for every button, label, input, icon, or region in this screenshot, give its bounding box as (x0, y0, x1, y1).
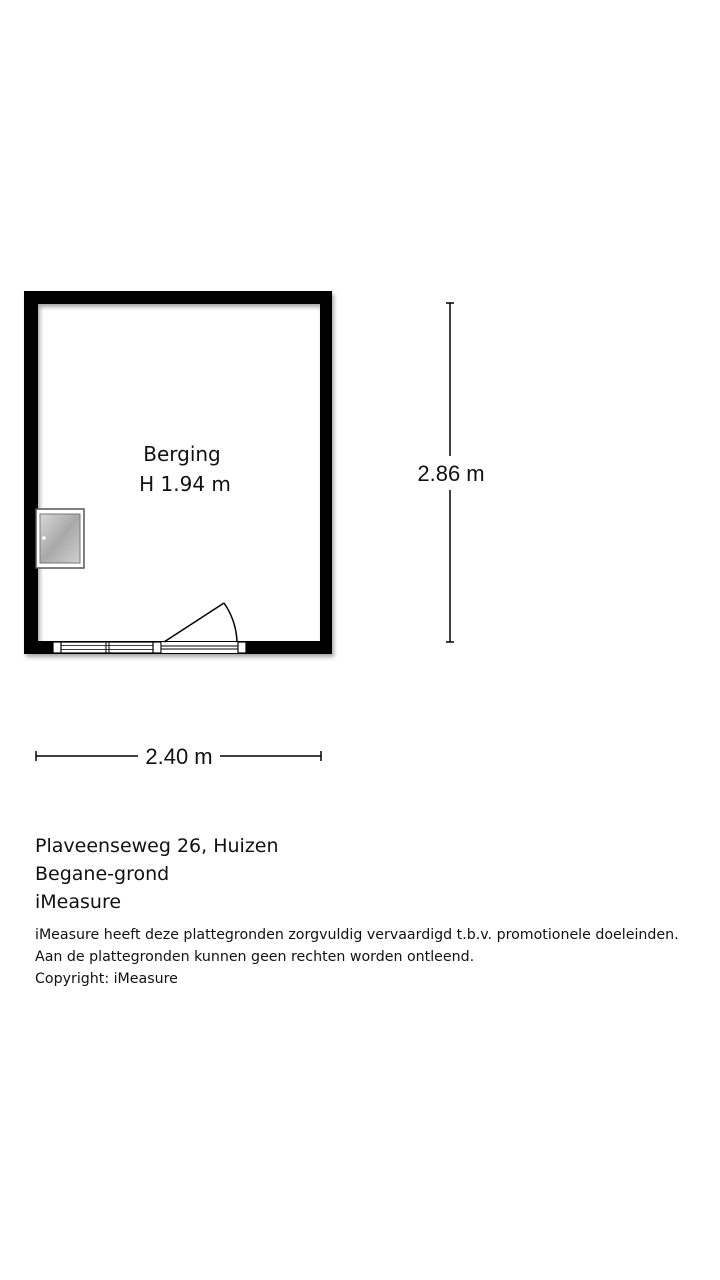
height-dimension-label: 2.86 m (417, 461, 485, 486)
window (53, 642, 161, 653)
width-dimension-label: 2.40 m (145, 744, 213, 769)
company-name: iMeasure (35, 891, 122, 913)
door-leaf (164, 603, 224, 642)
room-name: Berging (143, 442, 221, 466)
address: Plaveenseweg 26, Huizen (35, 835, 279, 857)
floor-name: Begane-grond (35, 863, 170, 885)
sink-fixture (36, 509, 84, 568)
door (161, 603, 246, 653)
door-swing-arc (224, 603, 237, 642)
plan-info (35, 832, 715, 990)
room-height: H 1.94 m (139, 472, 231, 496)
disclaimer-line-1: iMeasure heeft deze plattegronden zorgvuldig vervaardigd t.b.v. promotionele doeleinden. (35, 927, 679, 943)
copyright: Copyright: iMeasure (35, 971, 178, 987)
disclaimer-line-2: Aan de plattegronden kunnen geen rechten worden ontleend. (35, 949, 475, 965)
disclaimer (35, 924, 715, 990)
